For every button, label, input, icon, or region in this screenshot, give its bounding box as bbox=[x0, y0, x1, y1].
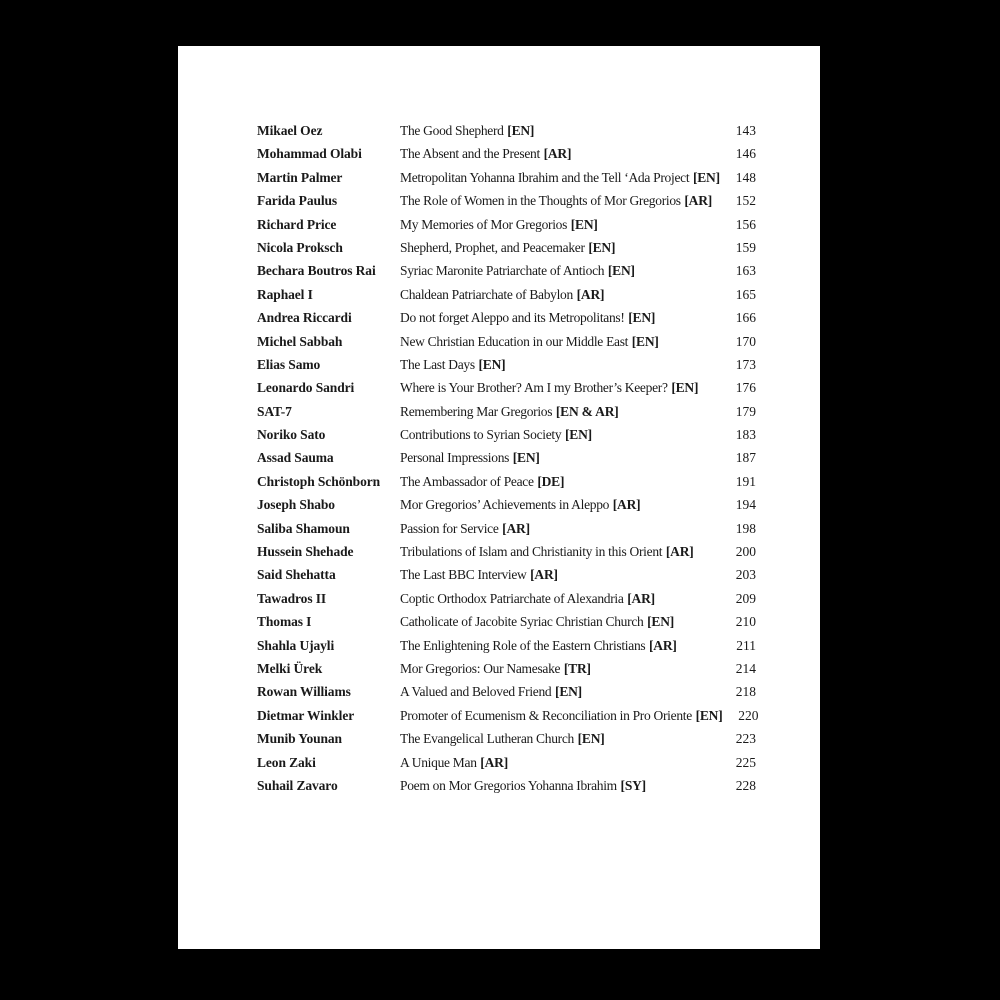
entry-title bbox=[400, 330, 720, 353]
entry-lang-tag: [EN] bbox=[631, 333, 659, 349]
toc-entry-row bbox=[257, 353, 756, 376]
entry-title bbox=[400, 166, 720, 189]
entry-lang-tag: [AR] bbox=[502, 520, 530, 536]
entry-page-number: 220 bbox=[738, 707, 759, 723]
toc-entry-row bbox=[257, 213, 756, 236]
entry-lang-tag: [AR] bbox=[665, 544, 694, 560]
entry-title bbox=[400, 142, 720, 165]
entry-author: Suhail Zavaro bbox=[257, 777, 338, 793]
entry-author: Martin Palmer bbox=[257, 169, 343, 185]
toc-list bbox=[257, 119, 759, 797]
entry-author: Joseph Shabo bbox=[257, 497, 335, 513]
entry-page-number: 183 bbox=[735, 427, 756, 443]
entry-author: Raphael I bbox=[257, 286, 313, 302]
entry-page-number: 152 bbox=[735, 193, 756, 209]
entry-title bbox=[400, 493, 720, 516]
entry-page-number: 143 bbox=[735, 123, 756, 138]
entry-page-number: 214 bbox=[735, 660, 756, 676]
entry-title-text: A Unique Man bbox=[400, 754, 477, 770]
entry-lang-tag: [EN] bbox=[577, 731, 605, 747]
entry-author: Saliba Shamoun bbox=[257, 520, 350, 536]
toc-entry-row bbox=[257, 189, 756, 212]
entry-author: Leon Zaki bbox=[257, 754, 316, 770]
entry-lang-tag: [TR] bbox=[563, 660, 591, 676]
toc-entry-row bbox=[257, 493, 756, 516]
entry-title bbox=[400, 423, 720, 446]
entry-title-text: Syriac Maronite Patriarchate of Antioch bbox=[400, 263, 605, 279]
toc-entry-row bbox=[257, 166, 756, 189]
entry-title bbox=[400, 306, 720, 329]
entry-title bbox=[400, 657, 720, 680]
entry-page-number: 165 bbox=[735, 286, 756, 302]
entry-lang-tag: [EN] bbox=[564, 427, 592, 443]
entry-title bbox=[400, 236, 720, 259]
entry-author: Elias Samo bbox=[257, 356, 321, 372]
entry-page-number: 166 bbox=[735, 310, 756, 326]
entry-author: Tawadros II bbox=[257, 590, 327, 606]
entry-page-number: 159 bbox=[735, 239, 756, 255]
entry-page-number: 218 bbox=[735, 684, 756, 700]
entry-title-text: Passion for Service bbox=[400, 520, 499, 536]
toc-entry-row bbox=[257, 306, 756, 329]
entry-title bbox=[400, 446, 720, 469]
entry-title-text: Tribulations of Islam and Christianity in this Orient bbox=[400, 544, 663, 560]
entry-title-text: The Absent and the Present bbox=[400, 146, 540, 162]
entry-page-number: 156 bbox=[735, 216, 756, 232]
toc-entry-row bbox=[257, 680, 756, 703]
entry-title bbox=[400, 283, 720, 306]
entry-lang-tag: [EN] bbox=[570, 216, 598, 232]
entry-title-text: My Memories of Mor Gregorios bbox=[400, 216, 568, 232]
entry-author: Richard Price bbox=[257, 216, 337, 232]
entry-author: Nicola Proksch bbox=[257, 239, 343, 255]
entry-page-number: 223 bbox=[735, 731, 756, 747]
toc-entry-row bbox=[257, 423, 756, 446]
entry-page-number: 170 bbox=[735, 333, 756, 349]
toc-entry-row bbox=[257, 657, 756, 680]
entry-lang-tag: [EN] bbox=[512, 450, 540, 466]
entry-lang-tag: [EN] bbox=[478, 356, 506, 372]
entry-title-text: Mor Gregorios: Our Namesake bbox=[400, 660, 561, 676]
entry-title bbox=[400, 400, 720, 423]
entry-title-text: The Good Shepherd bbox=[400, 123, 504, 138]
entry-title bbox=[400, 634, 720, 657]
entry-title-text: Where is Your Brother? Am I my Brother’s Keeper? bbox=[400, 380, 668, 396]
entry-page-number: 191 bbox=[735, 473, 756, 489]
toc-entry-row bbox=[257, 119, 756, 142]
entry-author: Hussein Shehade bbox=[257, 544, 354, 560]
entry-title-text: The Evangelical Lutheran Church bbox=[400, 731, 574, 747]
entry-title-text: Coptic Orthodox Patriarchate of Alexandria bbox=[400, 590, 624, 606]
entry-author: Rowan Williams bbox=[257, 684, 351, 700]
entry-title-text: The Last BBC Interview bbox=[400, 567, 527, 583]
entry-lang-tag: [EN] bbox=[647, 614, 675, 630]
entry-author: Dietmar Winkler bbox=[257, 707, 355, 723]
entry-page-number: 211 bbox=[736, 637, 756, 653]
entry-title bbox=[400, 470, 720, 493]
toc-entry-row bbox=[257, 610, 756, 633]
entry-title bbox=[400, 587, 720, 610]
entry-author: Mohammad Olabi bbox=[257, 146, 362, 162]
entry-title bbox=[400, 563, 720, 586]
entry-lang-tag: [AR] bbox=[684, 193, 713, 209]
entry-page-number: 225 bbox=[735, 754, 756, 770]
entry-title bbox=[400, 704, 723, 727]
entry-page-number: 210 bbox=[735, 614, 756, 630]
entry-page-number: 228 bbox=[735, 777, 756, 793]
entry-title bbox=[400, 610, 720, 633]
entry-author: Mikael Oez bbox=[257, 123, 323, 138]
entry-title bbox=[400, 189, 720, 212]
toc-entry-row bbox=[257, 634, 756, 657]
entry-lang-tag: [EN] bbox=[555, 684, 582, 700]
toc-entry-row bbox=[257, 540, 756, 563]
entry-author: Noriko Sato bbox=[257, 427, 326, 443]
entry-lang-tag: [AR] bbox=[612, 497, 641, 513]
entry-lang-tag: [AR] bbox=[649, 637, 677, 653]
entry-author: Assad Sauma bbox=[257, 450, 334, 466]
entry-page-number: 194 bbox=[735, 497, 756, 513]
entry-title-text: The Role of Women in the Thoughts of Mor Gregorios bbox=[400, 193, 681, 209]
toc-entry-row bbox=[257, 774, 756, 797]
entry-lang-tag: [EN] bbox=[588, 239, 616, 255]
entry-lang-tag: [EN] bbox=[628, 310, 656, 326]
entry-lang-tag: [SY] bbox=[620, 777, 646, 793]
entry-title bbox=[400, 680, 720, 703]
entry-title-text: Chaldean Patriarchate of Babylon bbox=[400, 286, 573, 302]
entry-lang-tag: [AR] bbox=[480, 754, 508, 770]
entry-page-number: 173 bbox=[735, 356, 756, 372]
entry-title-text: Do not forget Aleppo and its Metropolitans! bbox=[400, 310, 625, 326]
toc-entry-row bbox=[257, 563, 756, 586]
entry-title-text: Catholicate of Jacobite Syriac Christian Church bbox=[400, 614, 644, 630]
entry-title bbox=[400, 119, 720, 142]
entry-title-text: Personal Impressions bbox=[400, 450, 510, 466]
entry-title bbox=[400, 774, 720, 797]
entry-author: Shahla Ujayli bbox=[257, 637, 335, 653]
entry-title bbox=[400, 540, 720, 563]
entry-author: Thomas I bbox=[257, 614, 312, 630]
entry-author: Christoph Schönborn bbox=[257, 473, 381, 489]
entry-title bbox=[400, 751, 720, 774]
entry-title-text: The Enlightening Role of the Eastern Christians bbox=[400, 637, 646, 653]
entry-lang-tag: [AR] bbox=[530, 567, 558, 583]
entry-author: Said Shehatta bbox=[257, 567, 336, 583]
entry-title bbox=[400, 213, 720, 236]
entry-lang-tag: [EN] bbox=[507, 123, 535, 138]
toc-entry-row bbox=[257, 236, 756, 259]
entry-title-text: A Valued and Beloved Friend bbox=[400, 684, 552, 700]
toc-entry-row bbox=[257, 446, 756, 469]
entry-title-text: Metropolitan Yohanna Ibrahim and the Tell ‘Ada Project bbox=[400, 169, 690, 185]
entry-lang-tag: [EN & AR] bbox=[555, 403, 619, 419]
entry-title-text: Contributions to Syrian Society bbox=[400, 427, 562, 443]
entry-author: Munib Younan bbox=[257, 731, 342, 747]
entry-title bbox=[400, 353, 720, 376]
entry-title bbox=[400, 376, 720, 399]
entry-title-text: Promoter of Ecumenism & Reconciliation in Pro Oriente bbox=[400, 707, 692, 723]
entry-author: Andrea Riccardi bbox=[257, 310, 352, 326]
entry-title-text: Shepherd, Prophet, and Peacemaker bbox=[400, 239, 585, 255]
entry-page-number: 200 bbox=[735, 544, 756, 560]
entry-author: Michel Sabbah bbox=[257, 333, 343, 349]
entry-title-text: Remembering Mar Gregorios bbox=[400, 403, 553, 419]
toc-entry-row bbox=[257, 751, 756, 774]
entry-page-number: 146 bbox=[735, 146, 756, 162]
toc-entry-row bbox=[257, 330, 756, 353]
entry-title-text: The Ambassador of Peace bbox=[400, 473, 534, 489]
toc-entry-row bbox=[257, 587, 756, 610]
toc-entry-row bbox=[257, 142, 756, 165]
entry-lang-tag: [AR] bbox=[543, 146, 572, 162]
entry-lang-tag: [AR] bbox=[576, 286, 605, 302]
toc-entry-row bbox=[257, 727, 756, 750]
entry-page-number: 209 bbox=[735, 590, 756, 606]
entry-title-text: Mor Gregorios’ Achievements in Aleppo bbox=[400, 497, 610, 513]
entry-title-text: The Last Days bbox=[400, 356, 475, 372]
entry-lang-tag: [EN] bbox=[695, 707, 723, 723]
toc-entry-row bbox=[257, 470, 756, 493]
entry-page-number: 179 bbox=[735, 403, 756, 419]
entry-page-number: 176 bbox=[735, 380, 756, 396]
entry-title bbox=[400, 727, 720, 750]
entry-title-text: Poem on Mor Gregorios Yohanna Ibrahim bbox=[400, 777, 617, 793]
entry-title-text: New Christian Education in our Middle East bbox=[400, 333, 629, 349]
toc-entry-row bbox=[257, 400, 756, 423]
entry-lang-tag: [DE] bbox=[537, 473, 565, 489]
entry-page-number: 187 bbox=[735, 450, 756, 466]
toc-entry-row bbox=[257, 259, 756, 282]
entry-lang-tag: [EN] bbox=[671, 380, 699, 396]
toc-entry-row bbox=[257, 517, 756, 540]
entry-lang-tag: [EN] bbox=[692, 169, 720, 185]
entry-lang-tag: [AR] bbox=[627, 590, 655, 606]
entry-title bbox=[400, 517, 720, 540]
book-page bbox=[178, 46, 820, 949]
entry-author: Leonardo Sandri bbox=[257, 380, 355, 396]
entry-page-number: 148 bbox=[735, 169, 756, 185]
entry-author: SAT-7 bbox=[257, 403, 292, 419]
toc-entry-row bbox=[257, 704, 759, 727]
toc-entry-row bbox=[257, 376, 756, 399]
entry-title bbox=[400, 259, 720, 282]
entry-page-number: 163 bbox=[735, 263, 756, 279]
toc-entry-row bbox=[257, 283, 756, 306]
entry-lang-tag: [EN] bbox=[607, 263, 635, 279]
entry-page-number: 203 bbox=[735, 567, 756, 583]
entry-author: Farida Paulus bbox=[257, 193, 338, 209]
entry-page-number: 198 bbox=[735, 520, 756, 536]
entry-author: Melki Ürek bbox=[257, 660, 323, 676]
entry-author: Bechara Boutros Rai bbox=[257, 263, 376, 279]
